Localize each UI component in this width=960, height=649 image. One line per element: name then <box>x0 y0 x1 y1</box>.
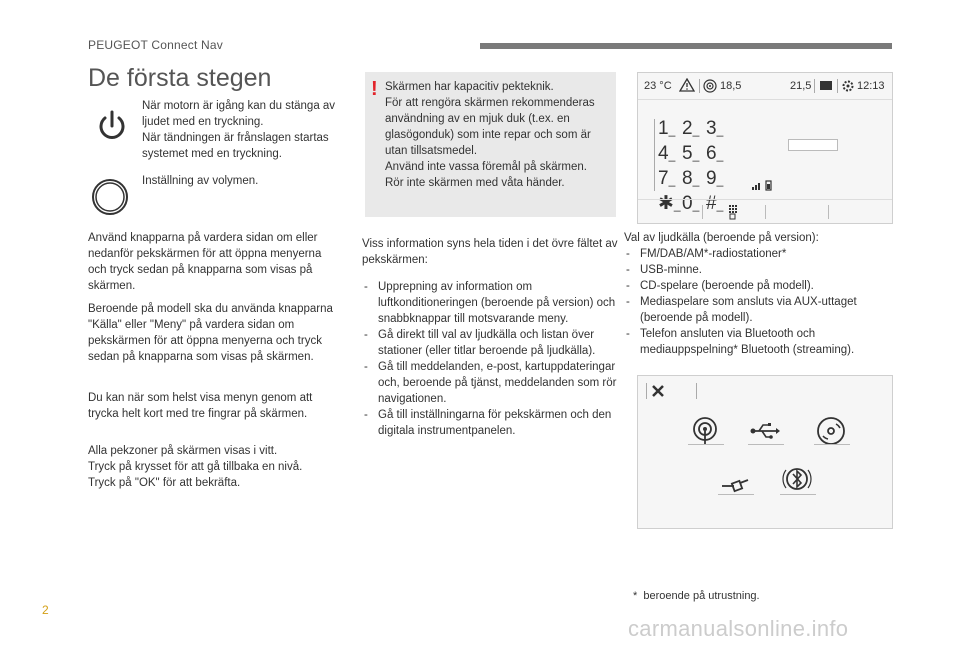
watermark: carmanualsonline.info <box>628 616 849 641</box>
warning-text: Skärmen har kapacitiv pekteknik. För att rengöra skärmen rekommenderas användning av en mjuk duk (t.ex. en glasögonduk) som inte repar och som är utan tillsatsmedel. Använd inte vassa föremål på skärmen. Rör inte skärmen med våta händer. <box>385 81 595 189</box>
header-bar <box>480 43 892 49</box>
bluetooth-icon <box>780 462 814 496</box>
col3-block <box>624 230 894 358</box>
power-icon <box>92 106 132 146</box>
key: 5 _ <box>682 142 706 167</box>
volume-description: Inställning av volymen. <box>142 175 259 187</box>
freq-readout-2: 21,5 <box>790 80 812 92</box>
col3-intro: Val av ljudkälla (beroende på version): <box>624 232 819 244</box>
list-item: - FM/DAB/AM*-radiostationer* <box>624 246 894 262</box>
power-description: När motorn är igång kan du stänga av ljudet med en tryckning. När tändningen är frånslagen startas systemet med en tryckning. <box>142 100 336 160</box>
key: 0 _ <box>682 192 706 217</box>
key: 4 _ <box>658 142 682 167</box>
cd-icon <box>814 414 848 448</box>
footnote-mark: * <box>633 590 638 602</box>
key: 1 _ <box>658 117 682 142</box>
radio-icon <box>688 414 722 448</box>
warning-icon: ! <box>371 78 378 100</box>
usb-icon <box>748 414 782 448</box>
freq-readout-1: 18,5 <box>720 80 742 92</box>
close-icon <box>651 384 665 398</box>
footnote <box>633 590 760 602</box>
list-item: - Gå till inställningarna för pekskärmen och den digitala instrumentpanelen. <box>362 407 620 439</box>
key: 9 _ <box>706 167 730 192</box>
radio-status-icon <box>703 79 717 93</box>
key: 2 _ <box>682 117 706 142</box>
key: 8 _ <box>682 167 706 192</box>
temperature-readout: 23 °C <box>644 80 672 92</box>
key: 3 _ <box>706 117 730 142</box>
key: 6 _ <box>706 142 730 167</box>
col2-intro: Viss information syns hela tiden i det övre fältet av pekskärmen: <box>362 237 618 266</box>
display-field <box>788 139 838 151</box>
footnote-text: beroende på utrustning. <box>643 590 760 602</box>
keypad-grid-icon <box>726 204 740 220</box>
list-item: - Gå till meddelanden, e-post, kartuppdateringar och, beroende på tjänst, meddelanden som rör navigationen. <box>362 359 620 407</box>
key: 7 _ <box>658 167 682 192</box>
clock-readout: 12:13 <box>857 80 885 92</box>
volume-knob-icon <box>91 178 129 216</box>
list-item: - USB-minne. <box>624 262 894 278</box>
col2-list <box>362 279 620 439</box>
key: # _ <box>706 192 730 217</box>
screen-illustration-keypad <box>637 72 893 224</box>
col1-paragraph-1: Använd knapparna på vardera sidan om eller nedanför pekskärmen för att öppna menyerna och tryck sedan på knapparna som visas på skärmen. <box>88 232 322 292</box>
page-number: 2 <box>42 603 49 617</box>
settings-icon <box>841 79 855 93</box>
col3-list <box>624 246 894 358</box>
screen-illustration-sources <box>637 375 893 529</box>
list-item: - CD-spelare (beroende på modell). <box>624 278 894 294</box>
screen-bottom-bar <box>638 199 892 224</box>
list-item: - Mediaspelare som ansluts via AUX-uttaget (beroende på modell). <box>624 294 894 326</box>
col2-block <box>362 224 620 439</box>
col1-paragraph-4: Alla pekzoner på skärmen visas i vitt. Tryck på krysset för att gå tillbaka en nivå. Tryck på "OK" för att bekräfta. <box>88 445 303 489</box>
key: ✱ _ <box>658 192 682 217</box>
col1-paragraph-3: Du kan när som helst visa menyn genom att trycka helt kort med tre fingrar på skärmen. <box>88 392 313 420</box>
aux-icon <box>718 464 752 498</box>
list-item: - Upprepning av information om luftkonditioneringen (beroende på version) och snabbknappar till motsvarande meny. <box>362 279 620 327</box>
manual-header: PEUGEOT Connect Nav <box>88 38 223 52</box>
col1-paragraph-2: Beroende på modell ska du använda knapparna "Källa" eller "Meny" på vardera sidan om pekskärmen för att öppna menyerna och tryck sedan på knapparna som visas på skärmen. <box>88 303 333 363</box>
list-item: - Telefon ansluten via Bluetooth och mediauppspelning* Bluetooth (streaming). <box>624 326 894 358</box>
message-icon <box>819 80 833 92</box>
signal-battery-icon <box>751 179 773 191</box>
page-title: De första stegen <box>88 64 272 92</box>
warning-triangle-icon <box>679 78 695 92</box>
list-item: - Gå direkt till val av ljudkälla och listan över stationer (eller titlar beroende på ljudkälla). <box>362 327 620 359</box>
status-bar <box>638 73 892 100</box>
